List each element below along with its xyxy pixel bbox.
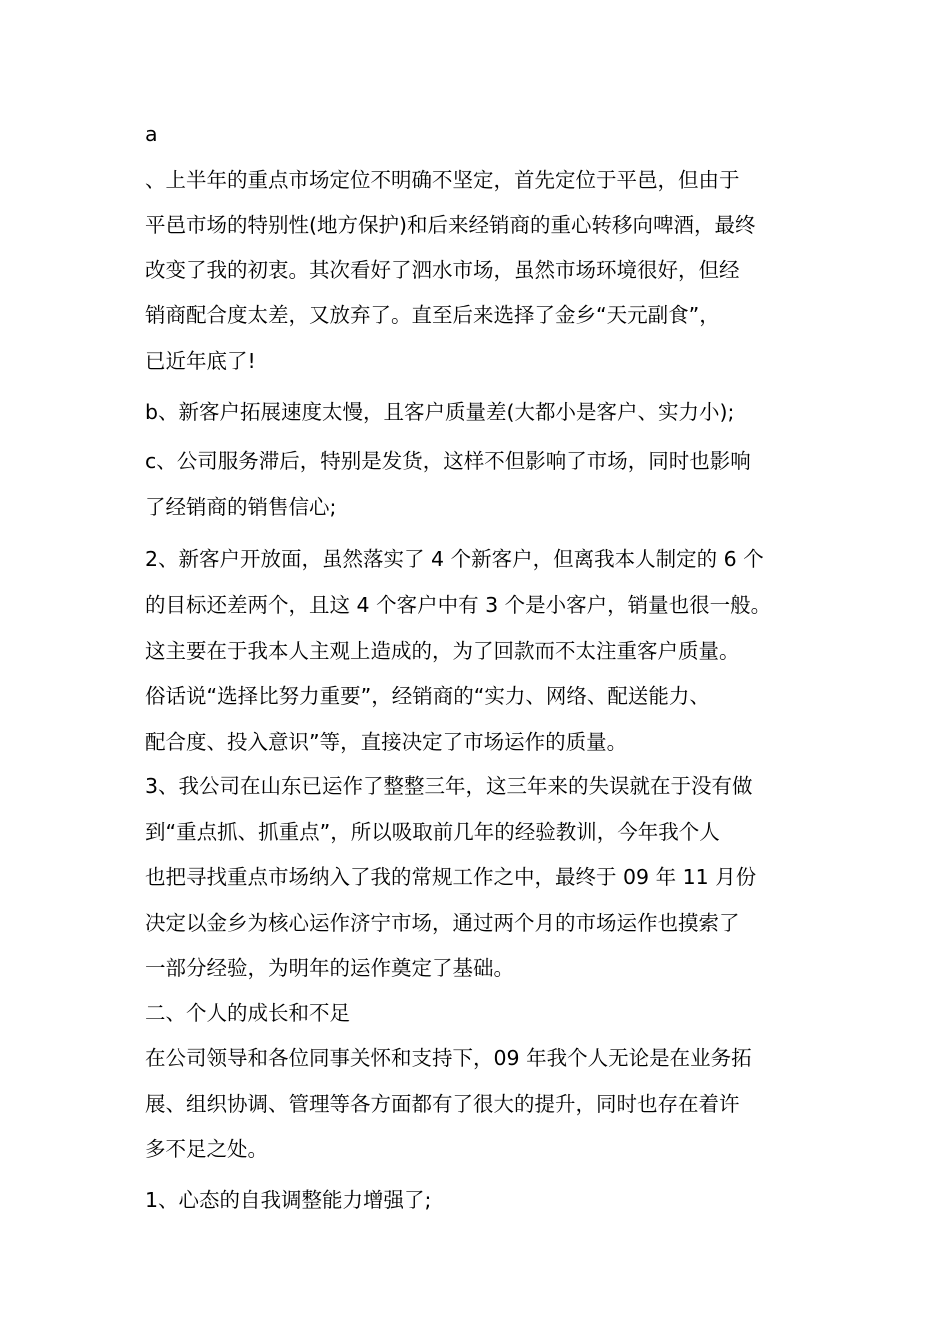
text-line: b、新客户拓展速度太慢，且客户质量差(大都小是客户、实力小); bbox=[145, 400, 735, 424]
text-line: c、公司服务滞后，特别是发货，这样不但影响了市场，同时也影响 bbox=[145, 449, 751, 473]
text-line: a bbox=[145, 122, 158, 146]
text-line: 销商配合度太差，又放弃了。直至后来选择了金乡“天元副食”， bbox=[145, 303, 720, 327]
text-line: 已近年底了! bbox=[145, 349, 256, 373]
text-line: 1、心态的自我调整能力增强了; bbox=[145, 1188, 432, 1212]
text-line: 一部分经验，为明年的运作奠定了基础。 bbox=[145, 956, 514, 980]
text-line: 、上半年的重点市场定位不明确不坚定，首先定位于平邑，但由于 bbox=[145, 168, 740, 192]
text-line: 在公司领导和各位同事关怀和支持下，09 年我个人无论是在业务拓 bbox=[145, 1046, 752, 1070]
text-line: 也把寻找重点市场纳入了我的常规工作之中，最终于 09 年 11 月份 bbox=[145, 865, 757, 889]
section-heading: 二、个人的成长和不足 bbox=[145, 1001, 350, 1025]
text-line: 平邑市场的特别性(地方保护)和后来经销商的重心转移向啤酒，最终 bbox=[145, 213, 756, 237]
text-line: 3、我公司在山东已运作了整整三年，这三年来的失误就在于没有做 bbox=[145, 774, 753, 798]
text-line: 展、组织协调、管理等各方面都有了很大的提升，同时也存在着许 bbox=[145, 1092, 740, 1116]
text-line: 俗话说“选择比努力重要”，经销商的“实力、网络、配送能力、 bbox=[145, 684, 710, 708]
text-line: 改变了我的初衷。其次看好了泗水市场，虽然市场环境很好，但经 bbox=[145, 258, 740, 282]
text-line: 到“重点抓、抓重点”，所以吸取前几年的经验教训，今年我个人 bbox=[145, 820, 720, 844]
text-line: 2、新客户开放面，虽然落实了 4 个新客户，但离我本人制定的 6 个 bbox=[145, 547, 764, 571]
text-line: 的目标还差两个，且这 4 个客户中有 3 个是小客户，销量也很一般。 bbox=[145, 593, 772, 617]
text-line: 了经销商的销售信心; bbox=[145, 495, 337, 519]
text-line: 多不足之处。 bbox=[145, 1137, 268, 1161]
text-line: 这主要在于我本人主观上造成的，为了回款而不太注重客户质量。 bbox=[145, 639, 740, 663]
text-line: 决定以金乡为核心运作济宁市场，通过两个月的市场运作也摸索了 bbox=[145, 911, 740, 935]
text-line: 配合度、投入意识”等，直接决定了市场运作的质量。 bbox=[145, 730, 628, 754]
